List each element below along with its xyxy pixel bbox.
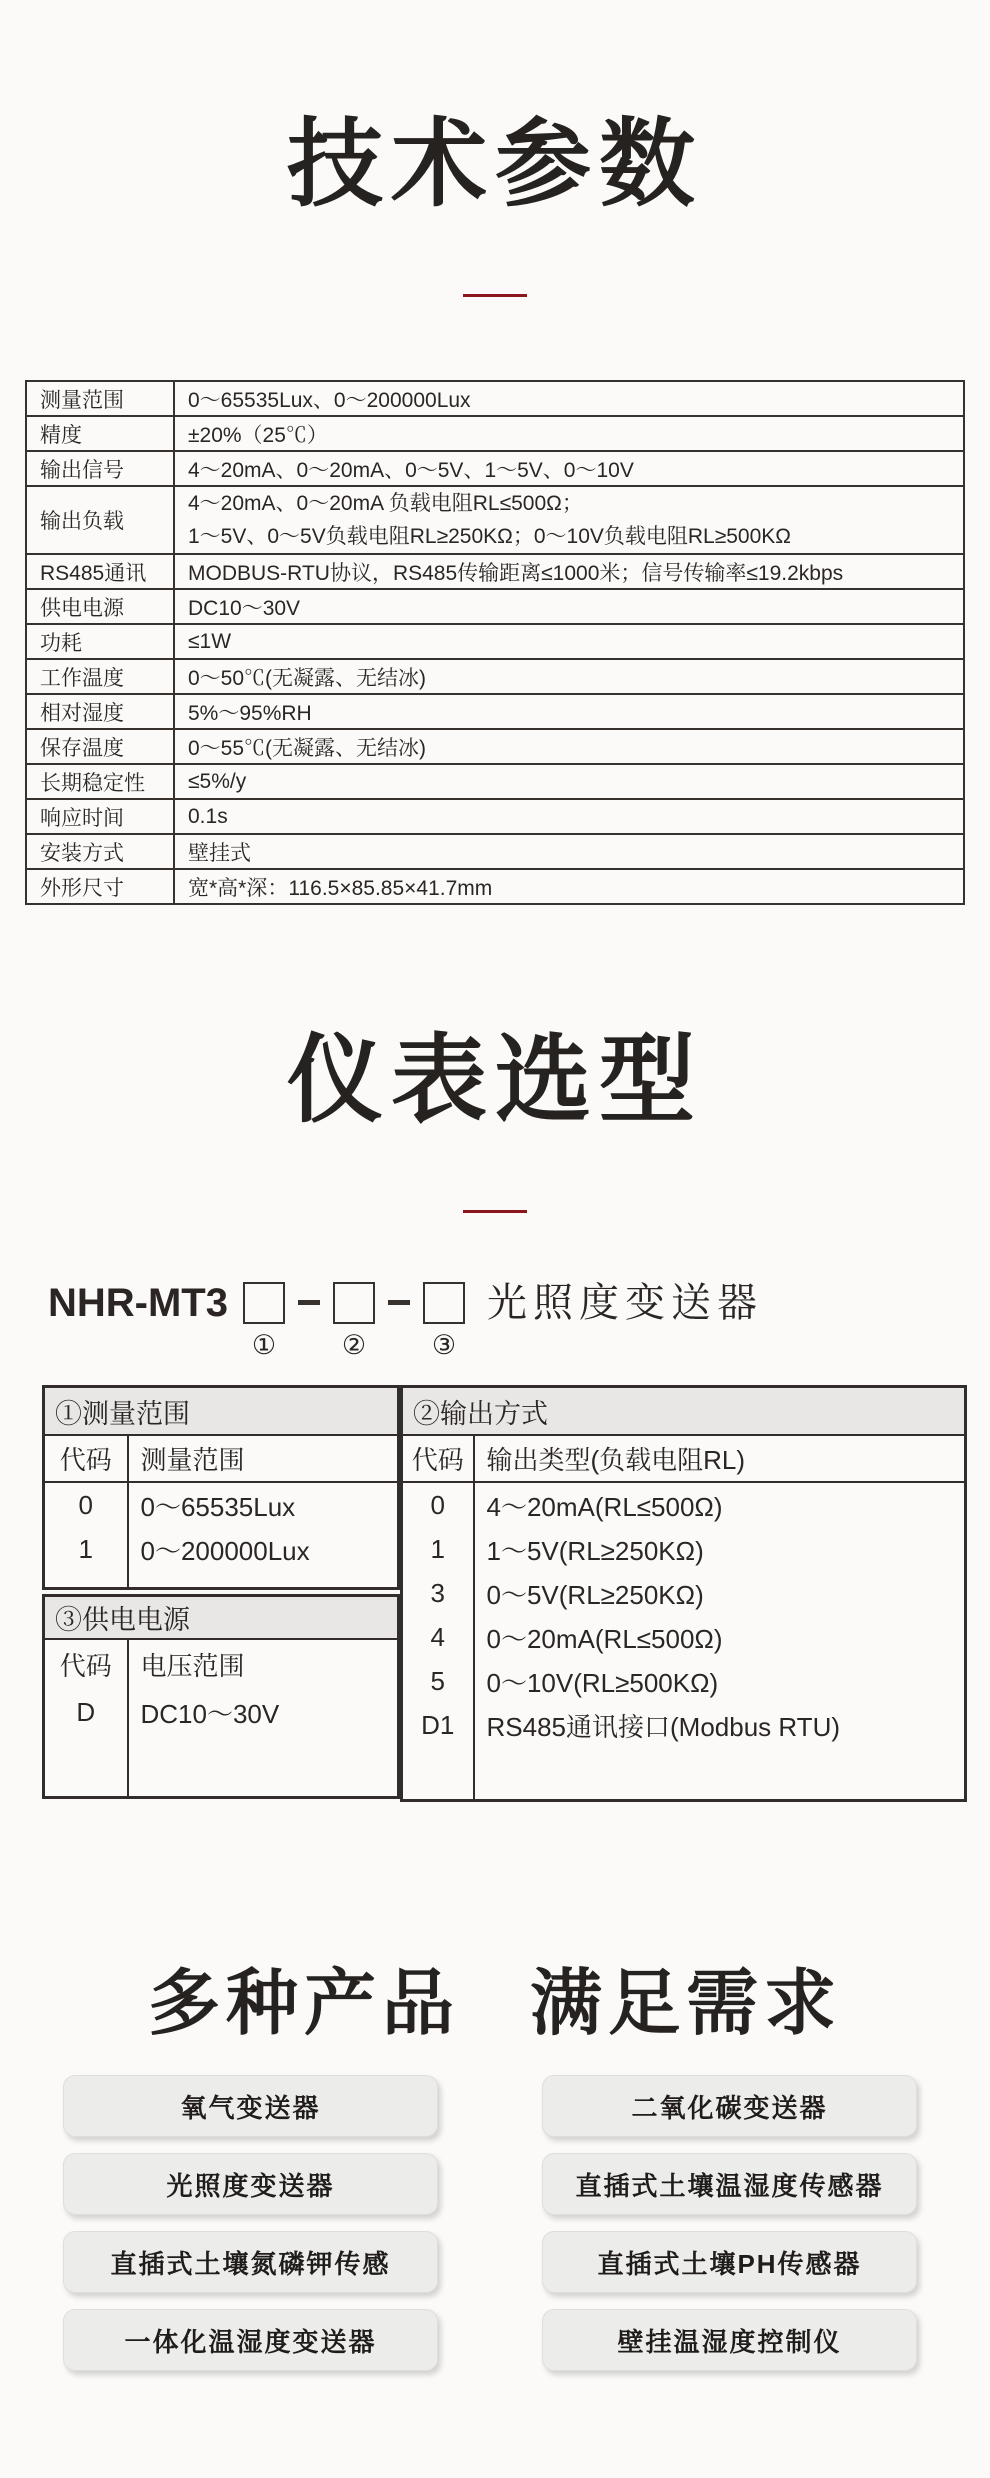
model-slot-3 [423,1282,465,1359]
value-cell: 0～200000Lux [128,1527,399,1571]
table-filler [474,1747,966,1801]
spec-value [174,486,964,554]
divider-line [463,1210,527,1213]
products-column-left [63,2075,438,2371]
divider-line [463,294,527,297]
table-row [44,1435,399,1482]
spec-label: 响应时间 [26,799,174,834]
spec-label: 长期稳定性 [26,764,174,799]
table-row [26,624,964,659]
spec-value-line: 4～20mA、0～20mA 负载电阻RL≤500Ω； [188,492,583,515]
circled-number-1: ① [251,1330,277,1360]
value-cell: 0～20mA(RL≤500Ω) [474,1615,966,1659]
product-button-light[interactable]: 光照度变送器 [63,2153,438,2215]
table-row [402,1387,966,1436]
spec-label: 保存温度 [26,729,174,764]
column-header-type: 输出类型(负载电阻RL) [474,1435,966,1482]
spec-label: RS485通讯 [26,554,174,589]
column-header-code: 代码 [402,1435,474,1482]
spec-label: 输出信号 [26,451,174,486]
table-row [26,589,964,624]
code-cell: 1 [402,1527,474,1571]
value-cell: 0～65535Lux [128,1482,399,1527]
output-selection-table [400,1385,967,1802]
model-slot-2 [333,1282,375,1359]
circled-number-3: ③ [431,1330,457,1360]
model-slot-box [243,1282,285,1324]
column-header-code: 代码 [44,1435,128,1482]
value-cell: 0～10V(RL≥500KΩ) [474,1659,966,1703]
spec-table [25,380,965,905]
table-row [26,659,964,694]
spec-label: 精度 [26,416,174,451]
code-cell: 1 [44,1527,128,1571]
spec-value: ≤1W [174,624,964,659]
spec-label: 功耗 [26,624,174,659]
table-row [44,1482,399,1527]
model-slot-box [333,1282,375,1324]
range-table-header: ①测量范围 [44,1387,399,1436]
product-button-wall-controller[interactable]: 壁挂温湿度控制仪 [542,2309,917,2371]
table-row [44,1688,399,1736]
code-cell: D [44,1688,128,1736]
spec-value: 0.1s [174,799,964,834]
table-row [402,1659,966,1703]
spec-value: MODBUS-RTU协议，RS485传输距离≤1000米；信号传输率≤19.2kbps [174,554,964,589]
product-button-soil-humiture[interactable]: 直插式土壤温湿度传感器 [542,2153,917,2215]
model-code-row [48,1275,763,1359]
spec-value: 4～20mA、0～20mA、0～5V、1～5V、0～10V [174,451,964,486]
spec-value: 5%～95%RH [174,694,964,729]
table-row [26,486,964,554]
value-cell: 4～20mA(RL≤500Ω) [474,1482,966,1527]
dash-separator [388,1300,410,1305]
code-cell: 5 [402,1659,474,1703]
column-header-range: 测量范围 [128,1435,399,1482]
code-cell: 0 [44,1482,128,1527]
spec-label: 相对湿度 [26,694,174,729]
table-filler [44,1571,128,1589]
spec-value: 宽*高*深：116.5×85.85×41.7mm [174,869,964,904]
selection-tables [42,1385,967,1802]
model-prefix: NHR-MT3 [48,1281,228,1325]
table-row [26,381,964,416]
code-cell: 0 [402,1482,474,1527]
model-slot-1 [243,1282,285,1359]
dash-separator [298,1300,320,1305]
product-button-integrated-humiture[interactable]: 一体化温湿度变送器 [63,2309,438,2371]
power-table-header: ③供电电源 [44,1596,399,1640]
code-cell: D1 [402,1703,474,1747]
spec-value: DC10～30V [174,589,964,624]
table-row [26,799,964,834]
product-button-soil-ph[interactable]: 直插式土壤PH传感器 [542,2231,917,2293]
spec-value: 0～50℃(无凝露、无结冰) [174,659,964,694]
table-row [44,1527,399,1571]
products-title-right: 满足需求 [530,1964,843,2044]
table-row [402,1435,966,1482]
products-grid [0,2075,990,2371]
spec-label: 输出负载 [26,486,174,554]
table-filler [128,1736,399,1798]
value-cell: 1～5V(RL≥250KΩ) [474,1527,966,1571]
value-cell: 0～5V(RL≥250KΩ) [474,1571,966,1615]
product-button-oxygen[interactable]: 氧气变送器 [63,2075,438,2137]
table-row [44,1596,399,1640]
table-row [44,1387,399,1436]
table-row [402,1482,966,1527]
table-row [26,834,964,869]
table-row [402,1703,966,1747]
spec-label: 测量范围 [26,381,174,416]
range-selection-table [42,1385,400,1590]
table-row [402,1571,966,1615]
table-row [44,1736,399,1798]
power-selection-table [42,1594,400,1799]
product-button-co2[interactable]: 二氧化碳变送器 [542,2075,917,2137]
spec-value-line: 1～5V、0～5V负载电阻RL≥250KΩ；0～10V负载电阻RL≥500KΩ [188,525,792,548]
table-row [26,554,964,589]
table-filler [128,1571,399,1589]
table-row [26,729,964,764]
table-row [26,694,964,729]
value-cell: DC10～30V [128,1688,399,1736]
spec-label: 外形尺寸 [26,869,174,904]
table-filler [44,1736,128,1798]
table-row [44,1571,399,1589]
code-cell: 3 [402,1571,474,1615]
section-divider [0,294,990,297]
column-header-code: 代码 [44,1639,128,1688]
circled-number-2: ② [341,1330,367,1360]
output-table-header: ②输出方式 [402,1387,966,1436]
code-cell: 4 [402,1615,474,1659]
spec-value: ±20%（25℃） [174,416,964,451]
section-divider [0,1210,990,1213]
spec-label: 供电电源 [26,589,174,624]
model-product-name: 光照度变送器 [486,1281,763,1325]
table-row [26,869,964,904]
spec-value: 壁挂式 [174,834,964,869]
table-row [402,1615,966,1659]
column-header-voltage: 电压范围 [128,1639,399,1688]
table-filler [402,1747,474,1801]
spec-value: 0～65535Lux、0～200000Lux [174,381,964,416]
table-row [44,1639,399,1688]
spec-value: ≤5%/y [174,764,964,799]
value-cell: RS485通讯接口(Modbus RTU) [474,1703,966,1747]
tech-params-title: 技术参数 [287,111,703,218]
products-title-left: 多种产品 [147,1964,460,2044]
spec-label: 工作温度 [26,659,174,694]
selection-title: 仪表选型 [287,1027,703,1134]
spec-label: 安装方式 [26,834,174,869]
model-slot-box [423,1282,465,1324]
spec-value: 0～55℃(无凝露、无结冰) [174,729,964,764]
products-title [0,1945,990,2049]
table-row [26,764,964,799]
table-row [26,451,964,486]
table-row [402,1527,966,1571]
products-column-right [542,2075,917,2371]
table-row [402,1747,966,1801]
product-button-npk[interactable]: 直插式土壤氮磷钾传感 [63,2231,438,2293]
table-row [26,416,964,451]
